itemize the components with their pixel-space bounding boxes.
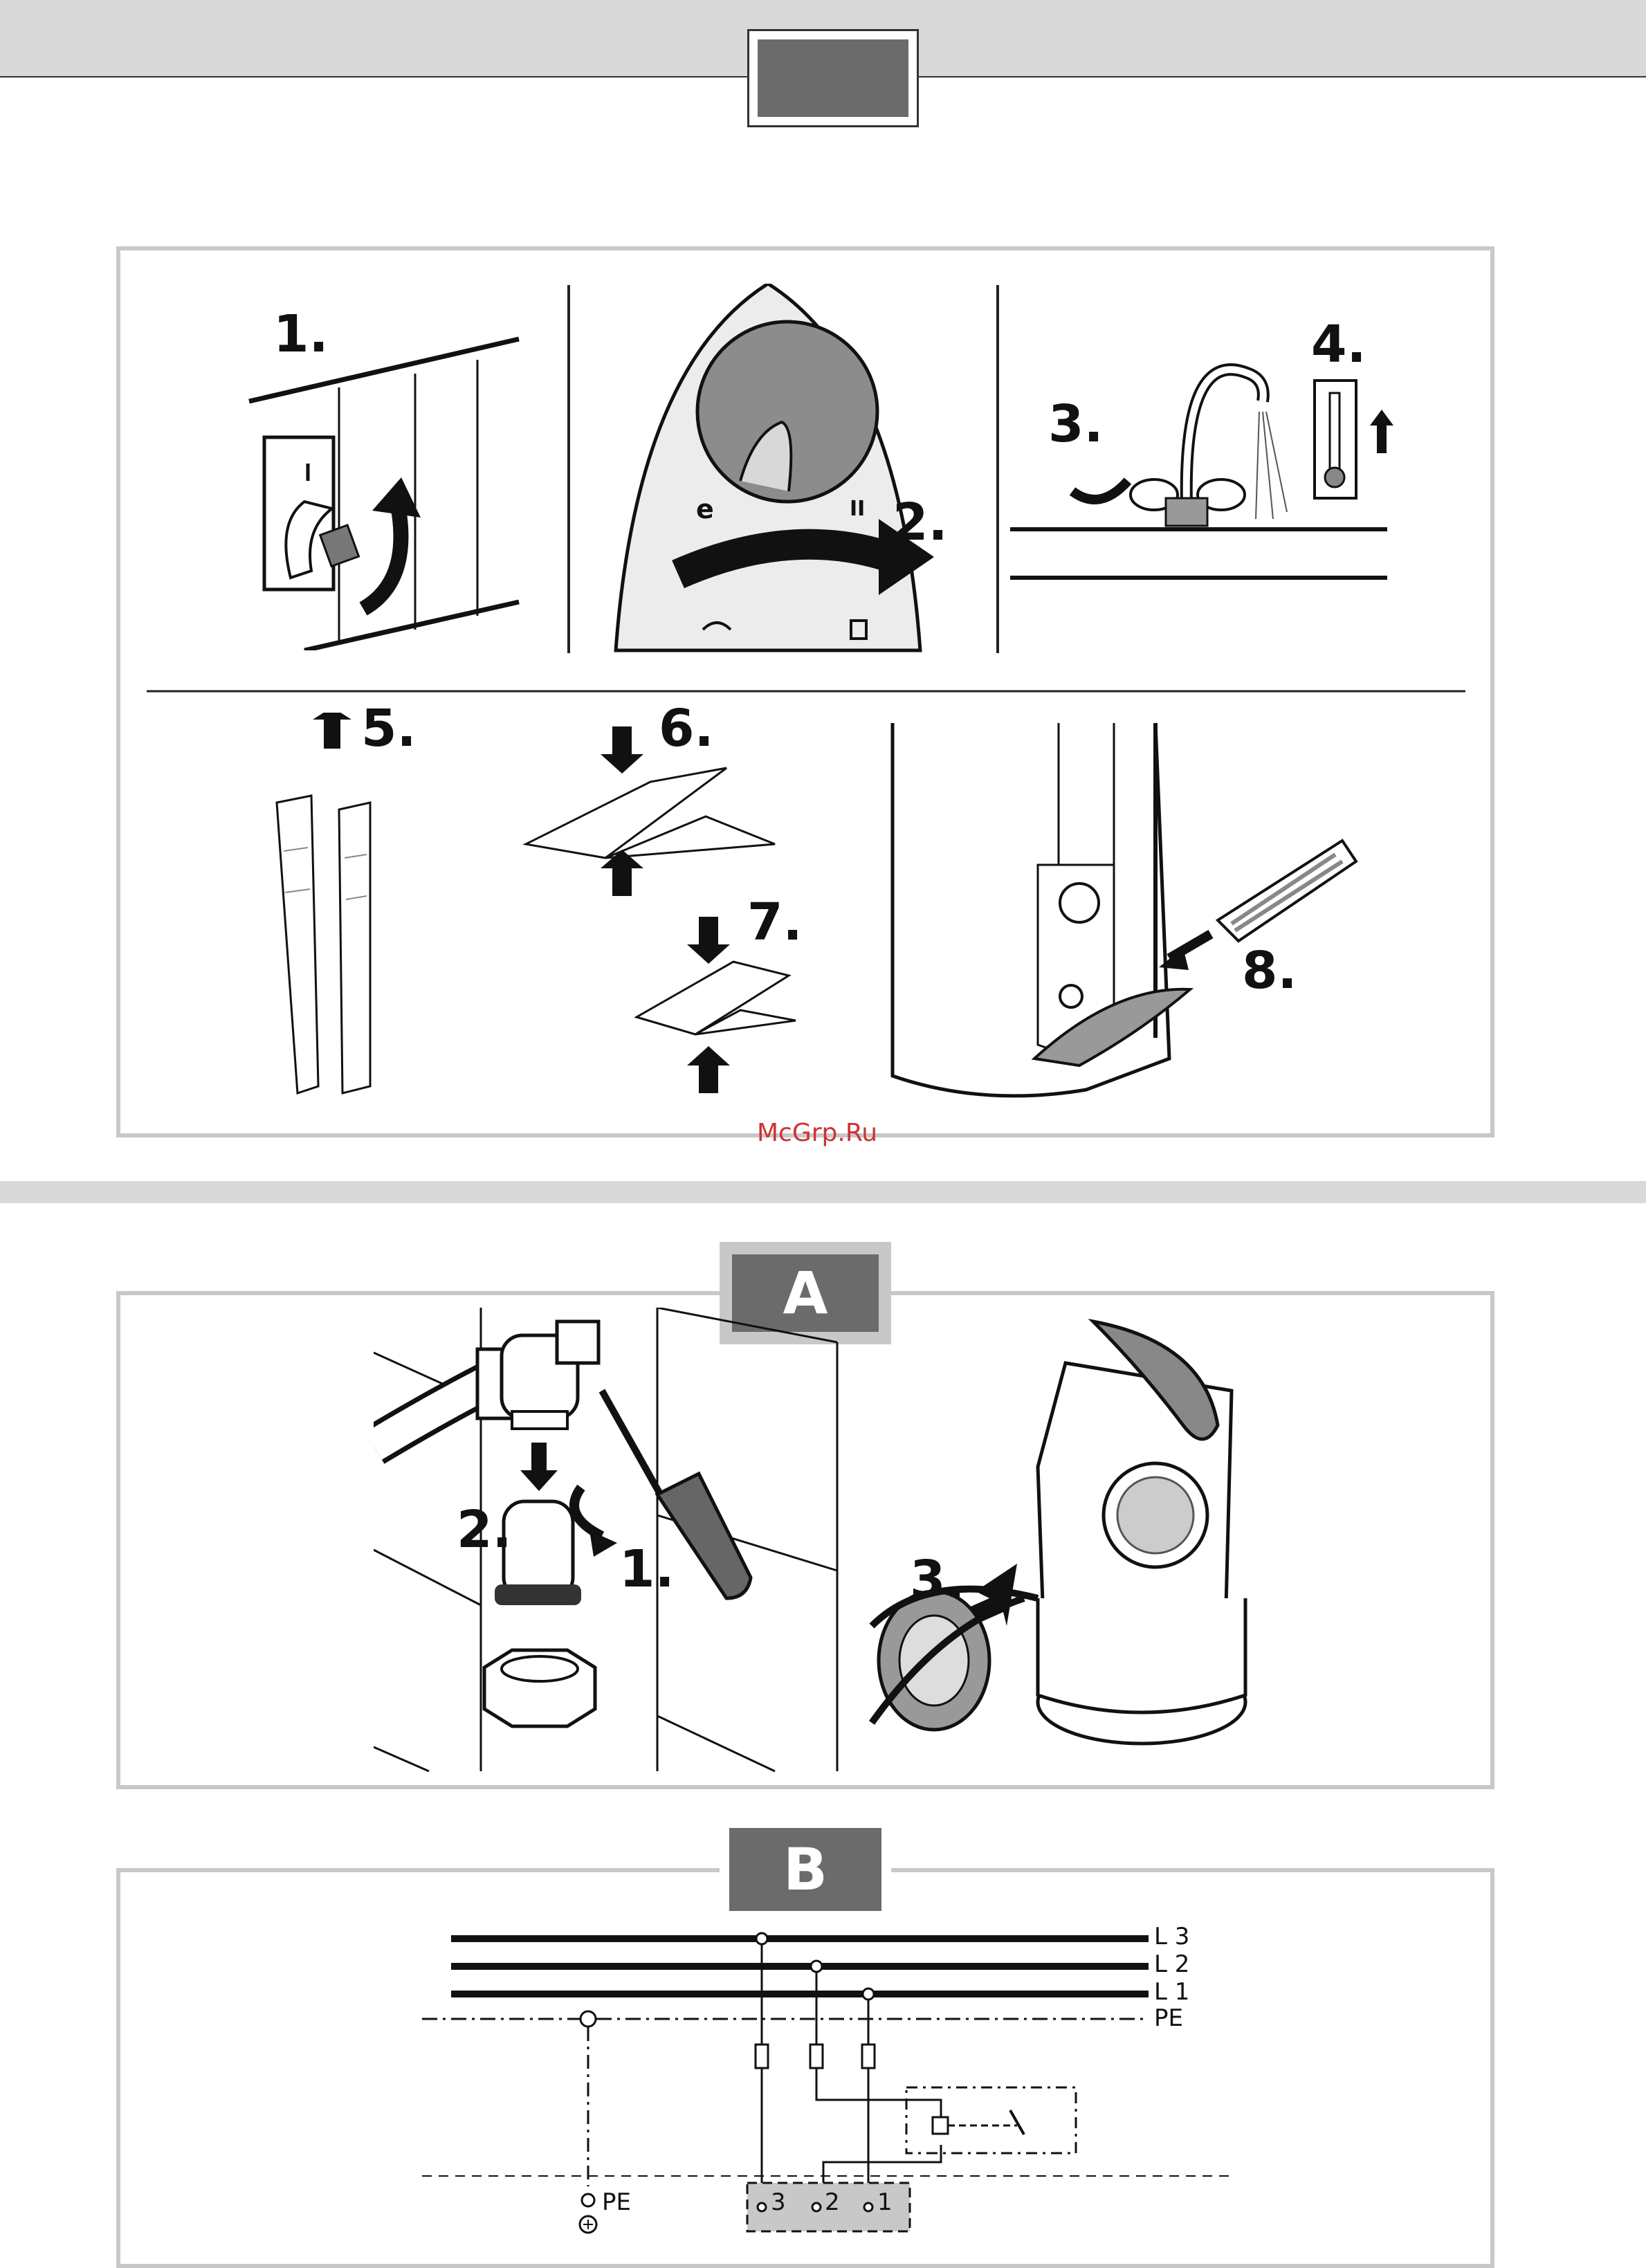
section-separator: [0, 1181, 1646, 1203]
section-b-tab-label: B: [729, 1828, 881, 1911]
dial-label-right: II: [850, 497, 866, 521]
step-6-label: 6.: [659, 699, 714, 758]
section-a-step-3-label: 3.: [910, 1550, 965, 1609]
step-4-label: 4.: [1311, 315, 1366, 374]
step-7-label: 7.: [747, 893, 803, 952]
header-tab: [747, 29, 919, 127]
heater-cover-illustration: [879, 713, 1377, 1121]
dial-label-left: e: [696, 494, 714, 524]
watermark: McGrp.Ru: [757, 1119, 878, 1147]
terminal-label-1: 1: [877, 2188, 893, 2216]
line-label-l3: L 3: [1154, 1923, 1190, 1950]
circuit-breaker-illustration: [235, 325, 540, 650]
terminal-label-2: 2: [825, 2188, 840, 2216]
section-a-tab-label: A: [732, 1254, 879, 1332]
line-label-l1: L 1: [1154, 1978, 1190, 2006]
step-1-label: 1.: [273, 304, 329, 364]
header-tab-fill: [758, 39, 908, 117]
step-5-label: 5.: [361, 699, 417, 758]
section-a-step-1-label: 1.: [619, 1539, 675, 1599]
line-label-l2: L 2: [1154, 1950, 1190, 1978]
step-8-label: 8.: [1242, 941, 1297, 1000]
temperature-dial-illustration: [574, 284, 962, 657]
section-a-step-2-label: 2.: [457, 1500, 512, 1560]
section-b-tab: [720, 1818, 891, 1921]
terminal-label-3: 3: [771, 2188, 786, 2216]
line-label-pe: PE: [1154, 2004, 1183, 2032]
step-2-label: 2.: [893, 493, 948, 552]
step-3-label: 3.: [1048, 394, 1104, 454]
labels-illustration: [263, 713, 415, 1114]
ground-label-pe: PE: [602, 2188, 631, 2216]
filter-removal-illustration: [374, 1308, 1384, 1778]
